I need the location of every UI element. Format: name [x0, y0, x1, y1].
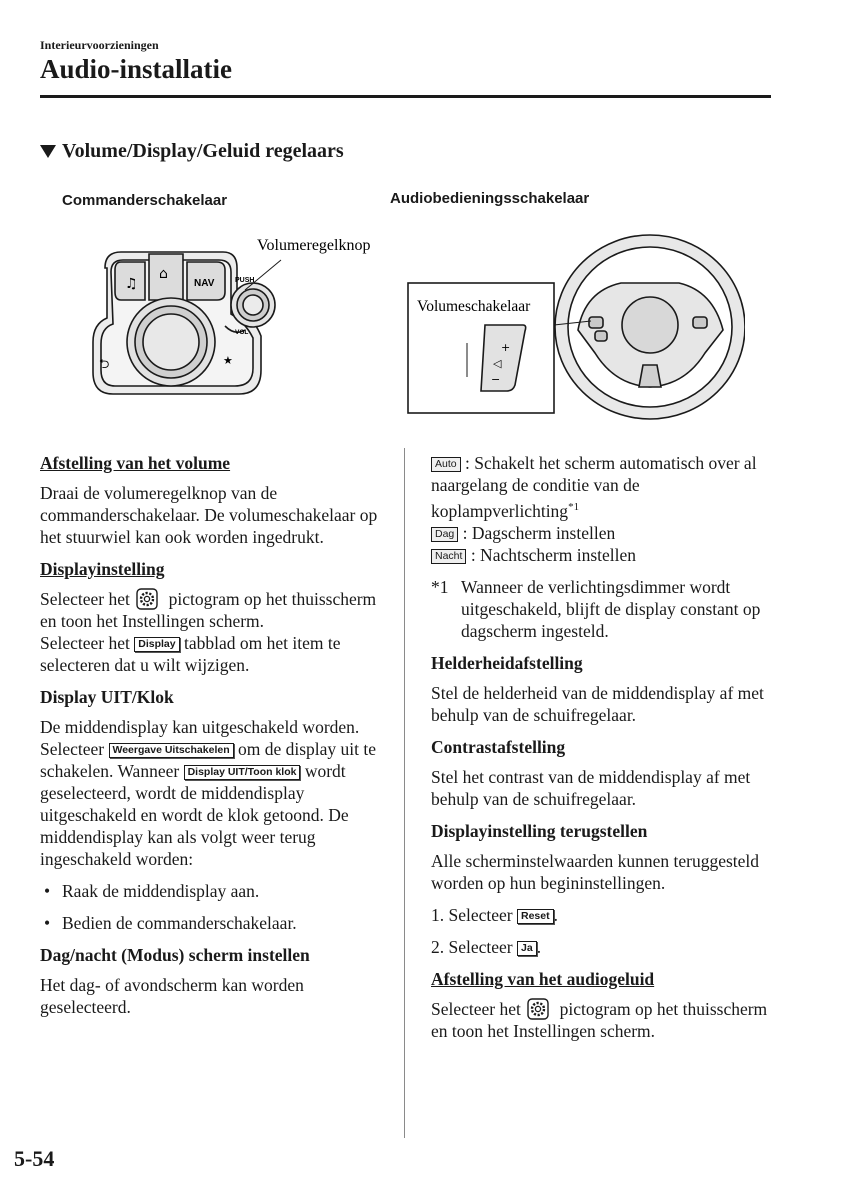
dag-option: [431, 522, 776, 544]
sound-text-2: pictogram op het thuisscherm en toon het Instellingen scherm.: [431, 998, 768, 1041]
auto-footnote-mark: *1: [568, 501, 580, 513]
display-off-text: [40, 716, 385, 870]
display-tab-button[interactable]: Display: [134, 637, 179, 652]
nacht-option: [431, 544, 776, 566]
column-divider: [404, 448, 405, 1138]
step-1-period: .: [553, 904, 558, 925]
list-item: • Bedien de commanderschakelaar.: [40, 912, 385, 934]
reset-button[interactable]: Reset: [517, 909, 554, 924]
volume-heading: Afstelling van het volume: [40, 453, 231, 473]
display-off-text-2: om de display uit te schakelen.: [40, 739, 377, 781]
step-1: [431, 904, 776, 926]
display-off-text-4: wordt geselecteerd, wordt de middendisplay uitgeschakeld en wordt de klok getoond. De middendisplay kan als volgt weer terug ingeschakeld worden:: [40, 761, 349, 869]
list-item: • Raak de middendisplay aan.: [40, 880, 385, 902]
wake-display-list: [40, 880, 385, 934]
reset-text: Alle scherminstelwaarden kunnen teruggesteld worden op hun begininstellingen.: [431, 850, 760, 893]
footnote-mark: *1: [431, 576, 449, 597]
nav-button-label: NAV: [194, 278, 215, 289]
home-icon: ⌂: [159, 266, 168, 282]
right-column: [431, 452, 776, 1052]
auto-button[interactable]: Auto: [431, 457, 461, 472]
display-text-2a: Selecteer het: [40, 633, 130, 653]
display-off-text-3: Wanneer: [117, 761, 180, 781]
display-text-2: [40, 632, 385, 676]
title-rule: [40, 95, 771, 98]
brightness-heading: Helderheidafstelling: [431, 652, 583, 673]
settings-gear-icon[interactable]: [527, 998, 549, 1020]
display-off-text-1: De middendisplay kan uitgeschakeld worden. Selecteer: [40, 717, 360, 759]
section-heading-text: Volume/Display/Geluid regelaars: [62, 140, 344, 162]
dag-button[interactable]: Dag: [431, 527, 458, 542]
step-2-text: 2. Selecteer: [431, 936, 513, 957]
sound-text-1: Selecteer het: [431, 998, 521, 1019]
plus-icon: +: [501, 341, 511, 354]
reset-heading: Displayinstelling terugstellen: [431, 820, 648, 841]
commander-switch-illustration: [85, 230, 385, 405]
step-2: [431, 936, 776, 958]
section-heading: [40, 140, 344, 163]
settings-gear-icon[interactable]: [136, 588, 158, 610]
minus-icon: −: [491, 373, 501, 386]
display-text-2b: tabblad om het item te selecteren dat u wilt wijzigen.: [40, 633, 341, 675]
sound-text: [431, 998, 776, 1042]
nacht-text: : Nachtscherm instellen: [470, 544, 637, 565]
back-icon: ⮌: [99, 357, 110, 372]
section-label: Interieurvoorzieningen: [40, 38, 159, 52]
ja-button[interactable]: Ja: [517, 941, 537, 956]
display-text-1b: pictogram op het thuisscherm en toon het Instellingen scherm.: [40, 589, 377, 631]
triangle-down-icon: [40, 145, 56, 158]
display-uit-toon-klok-button[interactable]: Display UIT/Toon klok: [184, 765, 301, 780]
display-heading: Displayinstelling: [40, 559, 165, 579]
music-icon: ♫: [125, 276, 138, 292]
contrast-heading: Contrastafstelling: [431, 736, 566, 757]
speaker-icon: ◁: [493, 357, 502, 370]
commander-figure-label: Commanderschakelaar: [62, 192, 228, 209]
contrast-text: Stel het contrast van de middendisplay af met behulp van de schuifregelaar.: [431, 766, 751, 809]
day-night-text: Het dag- of avondscherm kan worden geselecteerd.: [40, 975, 304, 1017]
nacht-button[interactable]: Nacht: [431, 549, 466, 564]
page-number: 5-54: [14, 1146, 55, 1171]
auto-text: : Schakelt het scherm automatisch over al naargelang de conditie van de koplampverlichting: [431, 453, 757, 521]
star-icon: ★: [223, 354, 233, 367]
display-off-heading: Display UIT/Klok: [40, 687, 174, 707]
footnote-text: Wanneer de verlichtingsdimmer wordt uitgeschakeld, blijft de display constant op dagscherm ingesteld.: [461, 576, 761, 641]
weergave-uitschakelen-button[interactable]: Weergave Uitschakelen: [109, 743, 234, 758]
step-1-text: 1. Selecteer: [431, 904, 513, 925]
page-title: Audio-installatie: [40, 54, 233, 84]
volume-knob-callout: Volumeregelknop: [257, 237, 371, 254]
auto-option: [431, 452, 776, 522]
footnote: [431, 576, 776, 642]
vol-label: VOL: [235, 329, 249, 336]
left-column: [40, 452, 385, 1028]
day-night-heading: Dag/nacht (Modus) scherm instellen: [40, 945, 310, 965]
display-text-1: [40, 588, 385, 632]
volume-text: Draai de volumeregelknop van de commanderschakelaar. De volumeschakelaar op het stuurwiel kan ook worden ingedrukt.: [40, 483, 378, 547]
volume-switch-callout: Volumeschakelaar: [417, 298, 531, 315]
push-label: PUSH: [235, 277, 255, 284]
steering-wheel-illustration: [405, 225, 745, 420]
dag-text: : Dagscherm instellen: [462, 522, 616, 543]
brightness-text: Stel de helderheid van de middendisplay af met behulp van de schuifregelaar.: [431, 682, 764, 725]
step-2-period: .: [536, 936, 542, 957]
audio-figure-label: Audiobedieningsschakelaar: [390, 190, 590, 207]
display-text-1a: Selecteer het: [40, 589, 130, 609]
sound-heading: Afstelling van het audiogeluid: [431, 968, 655, 989]
